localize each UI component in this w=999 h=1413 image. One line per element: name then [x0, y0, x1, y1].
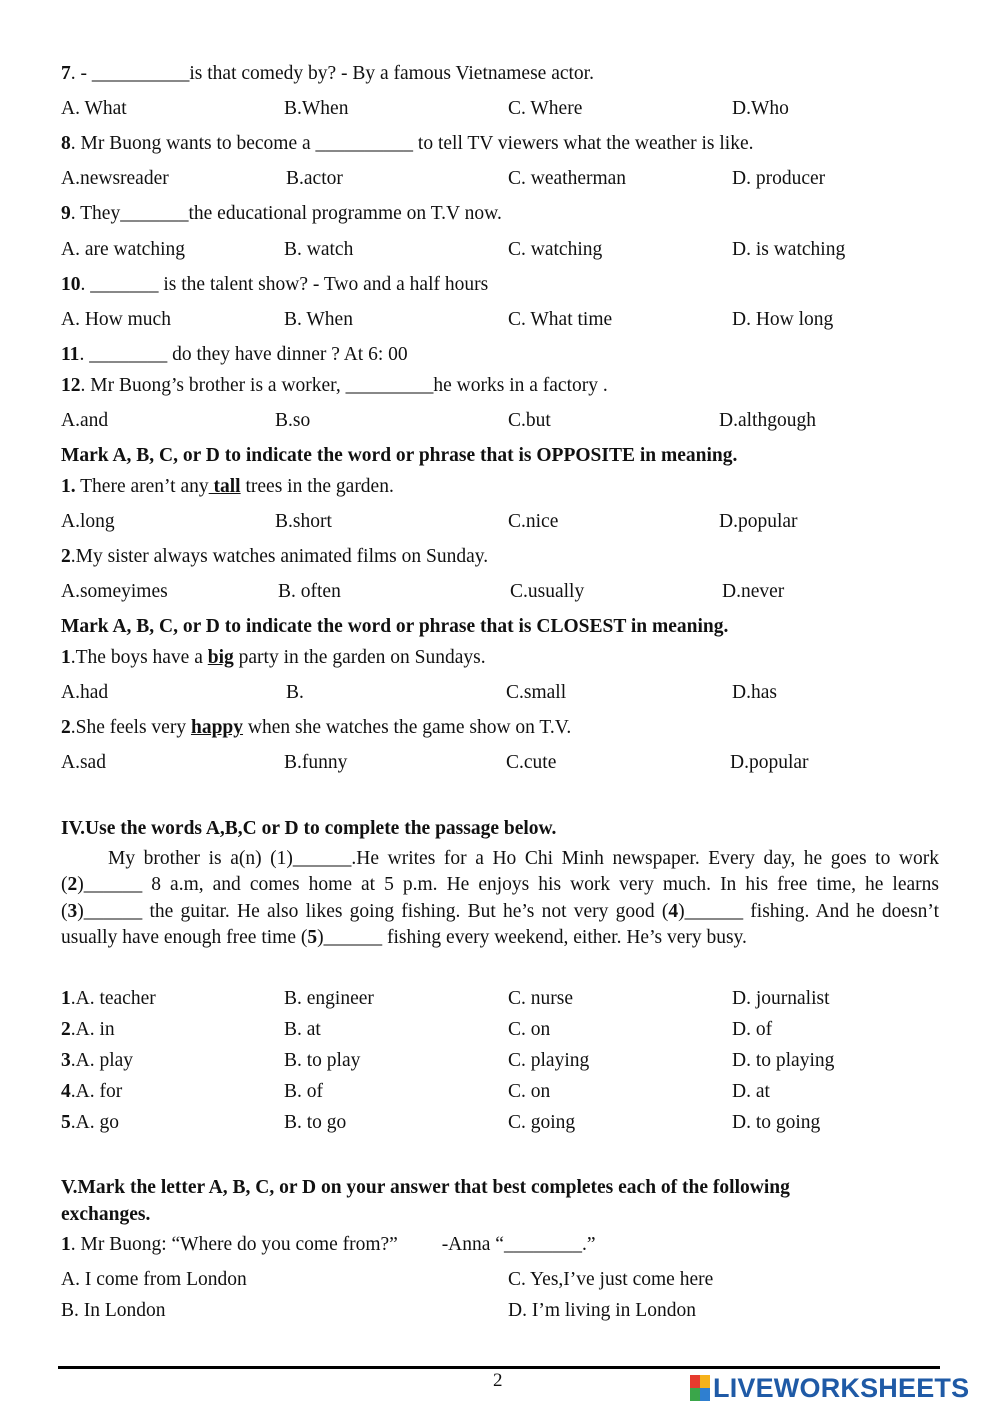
question-11	[61, 343, 408, 367]
answer-number: 1	[61, 988, 71, 1009]
reading-passage	[61, 846, 939, 951]
option-a[interactable]: A.newsreader	[61, 168, 169, 189]
opposite-question-1	[61, 475, 394, 499]
answer-number: 4	[61, 1081, 71, 1102]
question-text: . They_______the educational programme on T.V now.	[70, 203, 502, 224]
answer-2-option-d[interactable]: D. of	[732, 1019, 773, 1040]
question-number: 1.	[61, 476, 76, 497]
question-12	[61, 374, 608, 398]
answer-1-option-b[interactable]: B. engineer	[284, 988, 374, 1009]
answer-number: 5	[61, 1112, 71, 1133]
answer-1-option-a[interactable]	[61, 987, 156, 1011]
question-7	[61, 62, 594, 86]
closest-question-2	[61, 716, 571, 740]
section-heading-iv: IV.Use the words A,B,C or D to complete the passage below.	[61, 818, 557, 839]
option-c[interactable]: C.nice	[508, 511, 559, 532]
option-d[interactable]: D.popular	[730, 752, 809, 773]
option-d[interactable]: D.althgough	[719, 410, 816, 431]
blank-number: 2	[67, 874, 78, 896]
option-b[interactable]: B.actor	[286, 168, 343, 189]
option-b[interactable]: B.When	[284, 98, 349, 119]
brand-text: LIVEWORKSHEETS	[713, 1373, 970, 1403]
question-text: . Mr Buong’s brother is a worker, _________he works in a factory .	[80, 375, 608, 396]
option-b[interactable]: B. When	[284, 309, 353, 330]
answer-5-option-a[interactable]	[61, 1111, 119, 1135]
option-a[interactable]: A.had	[61, 682, 109, 703]
answer-3-option-c[interactable]: C. playing	[508, 1050, 590, 1071]
answer-5-option-b[interactable]: B. to go	[284, 1112, 347, 1133]
question-number: 2	[61, 717, 71, 738]
question-number: 10	[61, 274, 81, 295]
question-number: 8	[61, 133, 71, 154]
option-b[interactable]: B. In London	[61, 1300, 166, 1321]
answer-2-option-b[interactable]: B. at	[284, 1019, 321, 1040]
option-d[interactable]: D. producer	[732, 168, 826, 189]
question-10	[61, 273, 488, 297]
question-number: 2	[61, 546, 71, 567]
option-label: .A. teacher	[70, 988, 156, 1009]
section-heading-v-continued: exchanges.	[61, 1204, 151, 1225]
question-number: 7	[61, 63, 71, 84]
question-number: 1	[61, 1234, 71, 1255]
option-a[interactable]: A.someyimes	[61, 581, 168, 602]
option-label: .A. in	[70, 1019, 115, 1040]
option-d[interactable]: D.has	[732, 682, 777, 703]
answer-4-option-b[interactable]: B. of	[284, 1081, 323, 1102]
blank-number: 4	[668, 900, 679, 922]
question-text-before: There aren’t any	[75, 476, 209, 497]
option-c[interactable]: C.cute	[506, 752, 557, 773]
brand-square-green	[690, 1388, 700, 1401]
option-label: .A. go	[70, 1112, 119, 1133]
question-9	[61, 202, 502, 226]
passage-text: )______ 8 a.m, and comes home at 5 p.m. He enjoys his work very much. In his free time, he learns (	[61, 874, 939, 922]
section-heading-closest: Mark A, B, C, or D to indicate the word or phrase that is CLOSEST in meaning.	[61, 616, 729, 637]
option-c[interactable]: C. Yes,I’ve just come here	[508, 1269, 714, 1290]
option-a[interactable]: A. are watching	[61, 239, 185, 260]
question-text-before: .She feels very	[70, 717, 191, 738]
option-c[interactable]: C.usually	[510, 581, 585, 602]
question-text: . Mr Buong: “Where do you come from?” -Anna “________.”	[70, 1234, 596, 1255]
question-text: . Mr Buong wants to become a __________ to tell TV viewers what the weather is like.	[70, 133, 754, 154]
answer-2-option-a[interactable]	[61, 1018, 115, 1042]
question-8	[61, 132, 753, 156]
option-a[interactable]: A.sad	[61, 752, 106, 773]
option-a[interactable]: A.and	[61, 410, 109, 431]
answer-4-option-c[interactable]: C. on	[508, 1081, 551, 1102]
answer-number: 3	[61, 1050, 71, 1071]
option-d[interactable]: D.Who	[732, 98, 789, 119]
answer-number: 2	[61, 1019, 71, 1040]
question-number: 12	[61, 375, 81, 396]
question-text-before: .The boys have a	[70, 647, 208, 668]
passage-text: My brother is a(n) (1)______.He writes for a Ho Chi Minh newspaper. Every day, he goes to work (	[61, 848, 939, 896]
question-text: . - __________is that comedy by? - By a famous Vietnamese actor.	[70, 63, 594, 84]
option-c[interactable]: C. What time	[508, 309, 613, 330]
answer-3-option-b[interactable]: B. to play	[284, 1050, 361, 1071]
brand-square-red	[690, 1375, 700, 1388]
option-b[interactable]: B.	[286, 682, 304, 703]
answer-3-option-a[interactable]	[61, 1049, 133, 1073]
option-d[interactable]: D.popular	[719, 511, 798, 532]
option-b[interactable]: B.short	[275, 511, 332, 532]
question-number: 1	[61, 647, 71, 668]
question-text-after: trees in the garden.	[240, 476, 394, 497]
answer-2-option-c[interactable]: C. on	[508, 1019, 551, 1040]
target-word: happy	[190, 717, 244, 738]
option-b[interactable]: B.funny	[284, 752, 348, 773]
question-text: .My sister always watches animated films on Sunday.	[70, 546, 489, 567]
target-word: big	[207, 647, 234, 668]
option-b[interactable]: B. watch	[284, 239, 354, 260]
question-text-after: party in the garden on Sundays.	[233, 647, 486, 668]
answer-4-option-d[interactable]: D. at	[732, 1081, 770, 1102]
section-heading-v: V.Mark the letter A, B, C, or D on your answer that best completes each of the following	[61, 1177, 790, 1198]
answer-3-option-d[interactable]: D. to playing	[732, 1050, 835, 1071]
exchange-question-1	[61, 1233, 595, 1257]
closest-question-1	[61, 646, 486, 670]
option-d[interactable]: D. How long	[732, 309, 834, 330]
passage-text: )______ fishing every weekend, either. He’s very busy.	[317, 926, 747, 948]
option-label: .A. play	[70, 1050, 134, 1071]
option-a[interactable]: A. How much	[61, 309, 171, 330]
option-label: .A. for	[70, 1081, 123, 1102]
option-b[interactable]: B.so	[275, 410, 311, 431]
answer-1-option-c[interactable]: C. nurse	[508, 988, 573, 1009]
target-word: tall	[208, 476, 241, 497]
question-text: . _______ is the talent show? - Two and a half hours	[80, 274, 489, 295]
option-a[interactable]: A. I come from London	[61, 1269, 247, 1290]
brand-mark-icon	[690, 1375, 710, 1401]
option-c[interactable]: C. Where	[508, 98, 583, 119]
option-d[interactable]: D. is watching	[732, 239, 846, 260]
option-d[interactable]: D.never	[722, 581, 785, 602]
option-a[interactable]: A.long	[61, 511, 115, 532]
answer-4-option-a[interactable]	[61, 1080, 122, 1104]
option-d[interactable]: D. I’m living in London	[508, 1300, 696, 1321]
blank-number: 3	[67, 900, 78, 922]
liveworksheets-logo[interactable]	[690, 1373, 969, 1403]
page-number: 2	[493, 1370, 503, 1391]
question-text-after: when she watches the game show on T.V.	[243, 717, 572, 738]
answer-5-option-d[interactable]: D. to going	[732, 1112, 821, 1133]
option-c[interactable]: C. weatherman	[508, 168, 627, 189]
brand-square-yellow	[700, 1375, 710, 1388]
answer-1-option-d[interactable]: D. journalist	[732, 988, 830, 1009]
opposite-question-2	[61, 545, 488, 569]
question-number: 9	[61, 203, 71, 224]
option-c[interactable]: C.small	[506, 682, 567, 703]
section-heading-opposite: Mark A, B, C, or D to indicate the word or phrase that is OPPOSITE in meaning.	[61, 445, 738, 466]
footer-divider	[58, 1366, 940, 1369]
question-number: 11	[61, 344, 80, 365]
option-b[interactable]: B. often	[278, 581, 341, 602]
question-text: . ________ do they have dinner ? At 6: 00	[79, 344, 408, 365]
passage-text: )______ the guitar. He also likes going fishing. But he’s not very good (	[77, 900, 669, 922]
blank-number: 5	[307, 926, 318, 948]
passage-text: )______ fishing. And he doesn’t usually have enough free time (	[61, 900, 939, 948]
brand-square-blue	[700, 1388, 710, 1401]
option-c[interactable]: C. watching	[508, 239, 603, 260]
answer-5-option-c[interactable]: C. going	[508, 1112, 576, 1133]
option-a[interactable]: A. What	[61, 98, 127, 119]
option-c[interactable]: C.but	[508, 410, 551, 431]
